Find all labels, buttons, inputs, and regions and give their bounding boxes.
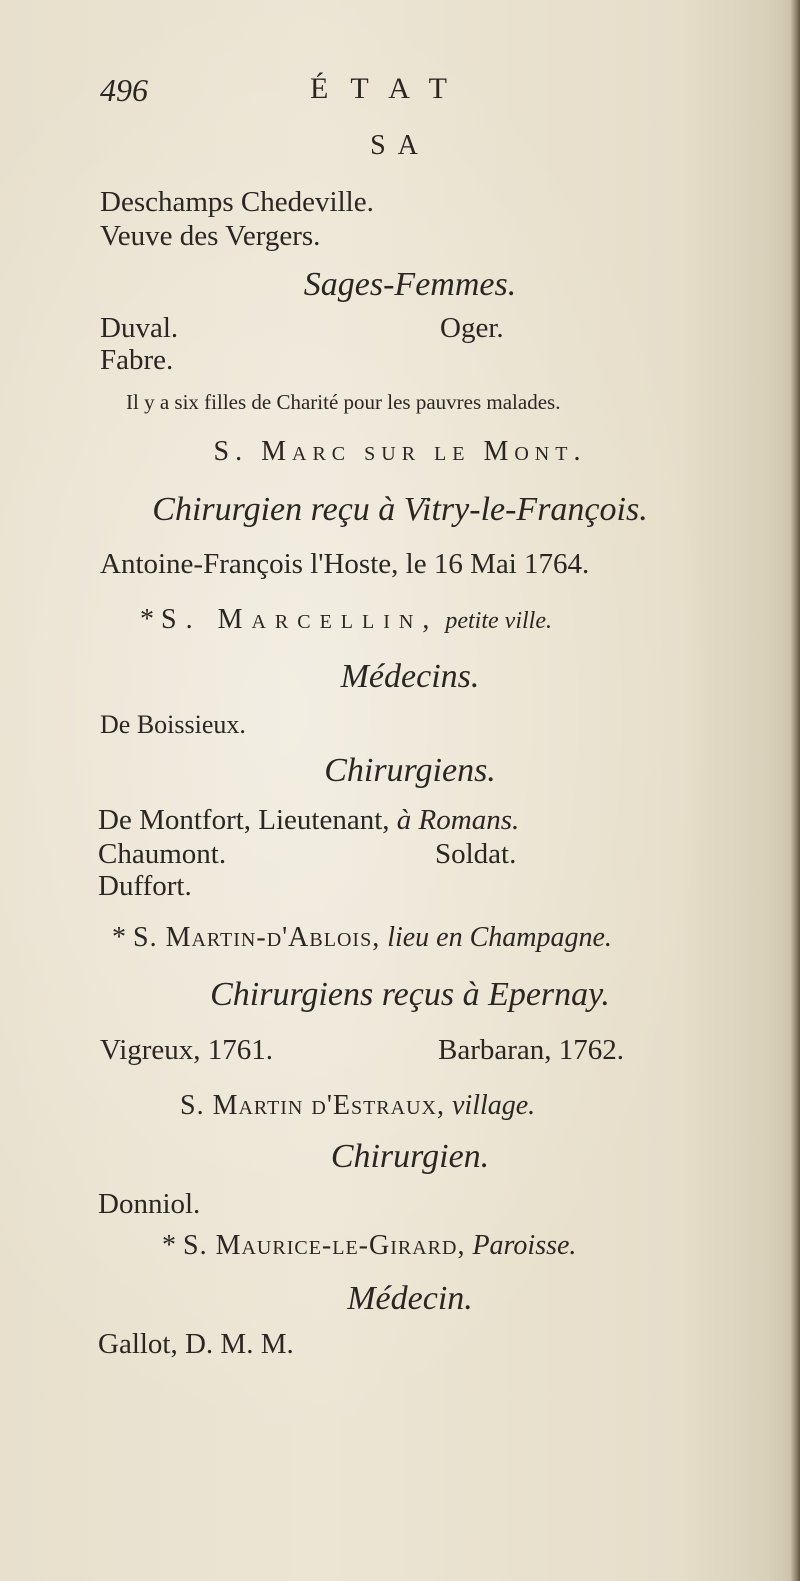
place-st-martin-ablois <box>112 924 612 952</box>
place-name: S. Martin-d'Ablois, <box>133 922 381 953</box>
place-name: S. Marcellin, <box>161 604 439 635</box>
entry-boissieux: De Boissieux. <box>100 710 246 739</box>
page-number: 496 <box>100 72 148 108</box>
entry-soldat: Soldat. <box>435 838 517 870</box>
entry-duffort: Duffort. <box>98 870 192 902</box>
place-desc: petite ville. <box>445 608 552 634</box>
place-name: S. Martin d'Estraux, <box>180 1090 445 1121</box>
heading-sages-femmes: Sages-Femmes. <box>303 266 517 303</box>
entry-duval: Duval. <box>100 312 179 344</box>
entry-chaumont: Chaumont. <box>98 838 227 870</box>
entry-vigreux: Vigreux, 1761. <box>100 1034 274 1066</box>
place-desc: Paroisse. <box>472 1230 577 1261</box>
heading-chirurgiens: Chirurgiens. <box>324 752 496 789</box>
place-st-marc: S. Marc sur le Mont. <box>213 436 587 467</box>
entry-deschamps: Deschamps Chedeville. <box>100 186 374 218</box>
place-desc: village. <box>451 1090 536 1121</box>
place-st-martin-estraux <box>180 1092 535 1120</box>
asterisk-mark: * <box>140 604 154 635</box>
entry-montfort-place: à Romans. <box>396 804 520 836</box>
page-edge-shadow <box>790 0 800 1581</box>
heading-medecin: Médecin. <box>347 1280 473 1317</box>
place-st-marcellin <box>140 606 552 634</box>
heading-medecins: Médecins. <box>340 658 480 695</box>
entry-barbaran: Barbaran, 1762. <box>438 1034 625 1066</box>
entry-donniol: Donniol. <box>98 1188 201 1220</box>
entry-montfort <box>98 806 519 835</box>
place-st-maurice-girard <box>162 1232 576 1260</box>
entry-montfort-name: De Montfort, Lieutenant, <box>98 804 390 836</box>
place-name: S. Maurice-le-Girard, <box>183 1230 466 1261</box>
entry-fabre: Fabre. <box>100 344 174 376</box>
asterisk-mark: * <box>112 922 126 953</box>
heading-chirurgien: Chirurgien. <box>330 1138 490 1175</box>
entry-oger: Oger. <box>440 312 504 344</box>
heading-chirurgiens-epernay: Chirurgiens reçus à Epernay. <box>210 976 610 1013</box>
entry-gallot: Gallot, D. M. M. <box>98 1328 294 1360</box>
section-header: SA <box>370 130 430 161</box>
entry-veuve: Veuve des Vergers. <box>100 220 321 252</box>
asterisk-mark: * <box>162 1230 176 1261</box>
place-desc: lieu en Champagne. <box>387 922 612 953</box>
running-title: ÉTAT <box>310 72 469 105</box>
entry-antoine-francois: Antoine-François l'Hoste, le 16 Mai 1764. <box>100 548 590 580</box>
note-filles-charite: Il y a six filles de Charité pour les pauvres malades. <box>126 390 561 414</box>
heading-chirurgien-vitry: Chirurgien reçu à Vitry-le-François. <box>152 491 648 528</box>
